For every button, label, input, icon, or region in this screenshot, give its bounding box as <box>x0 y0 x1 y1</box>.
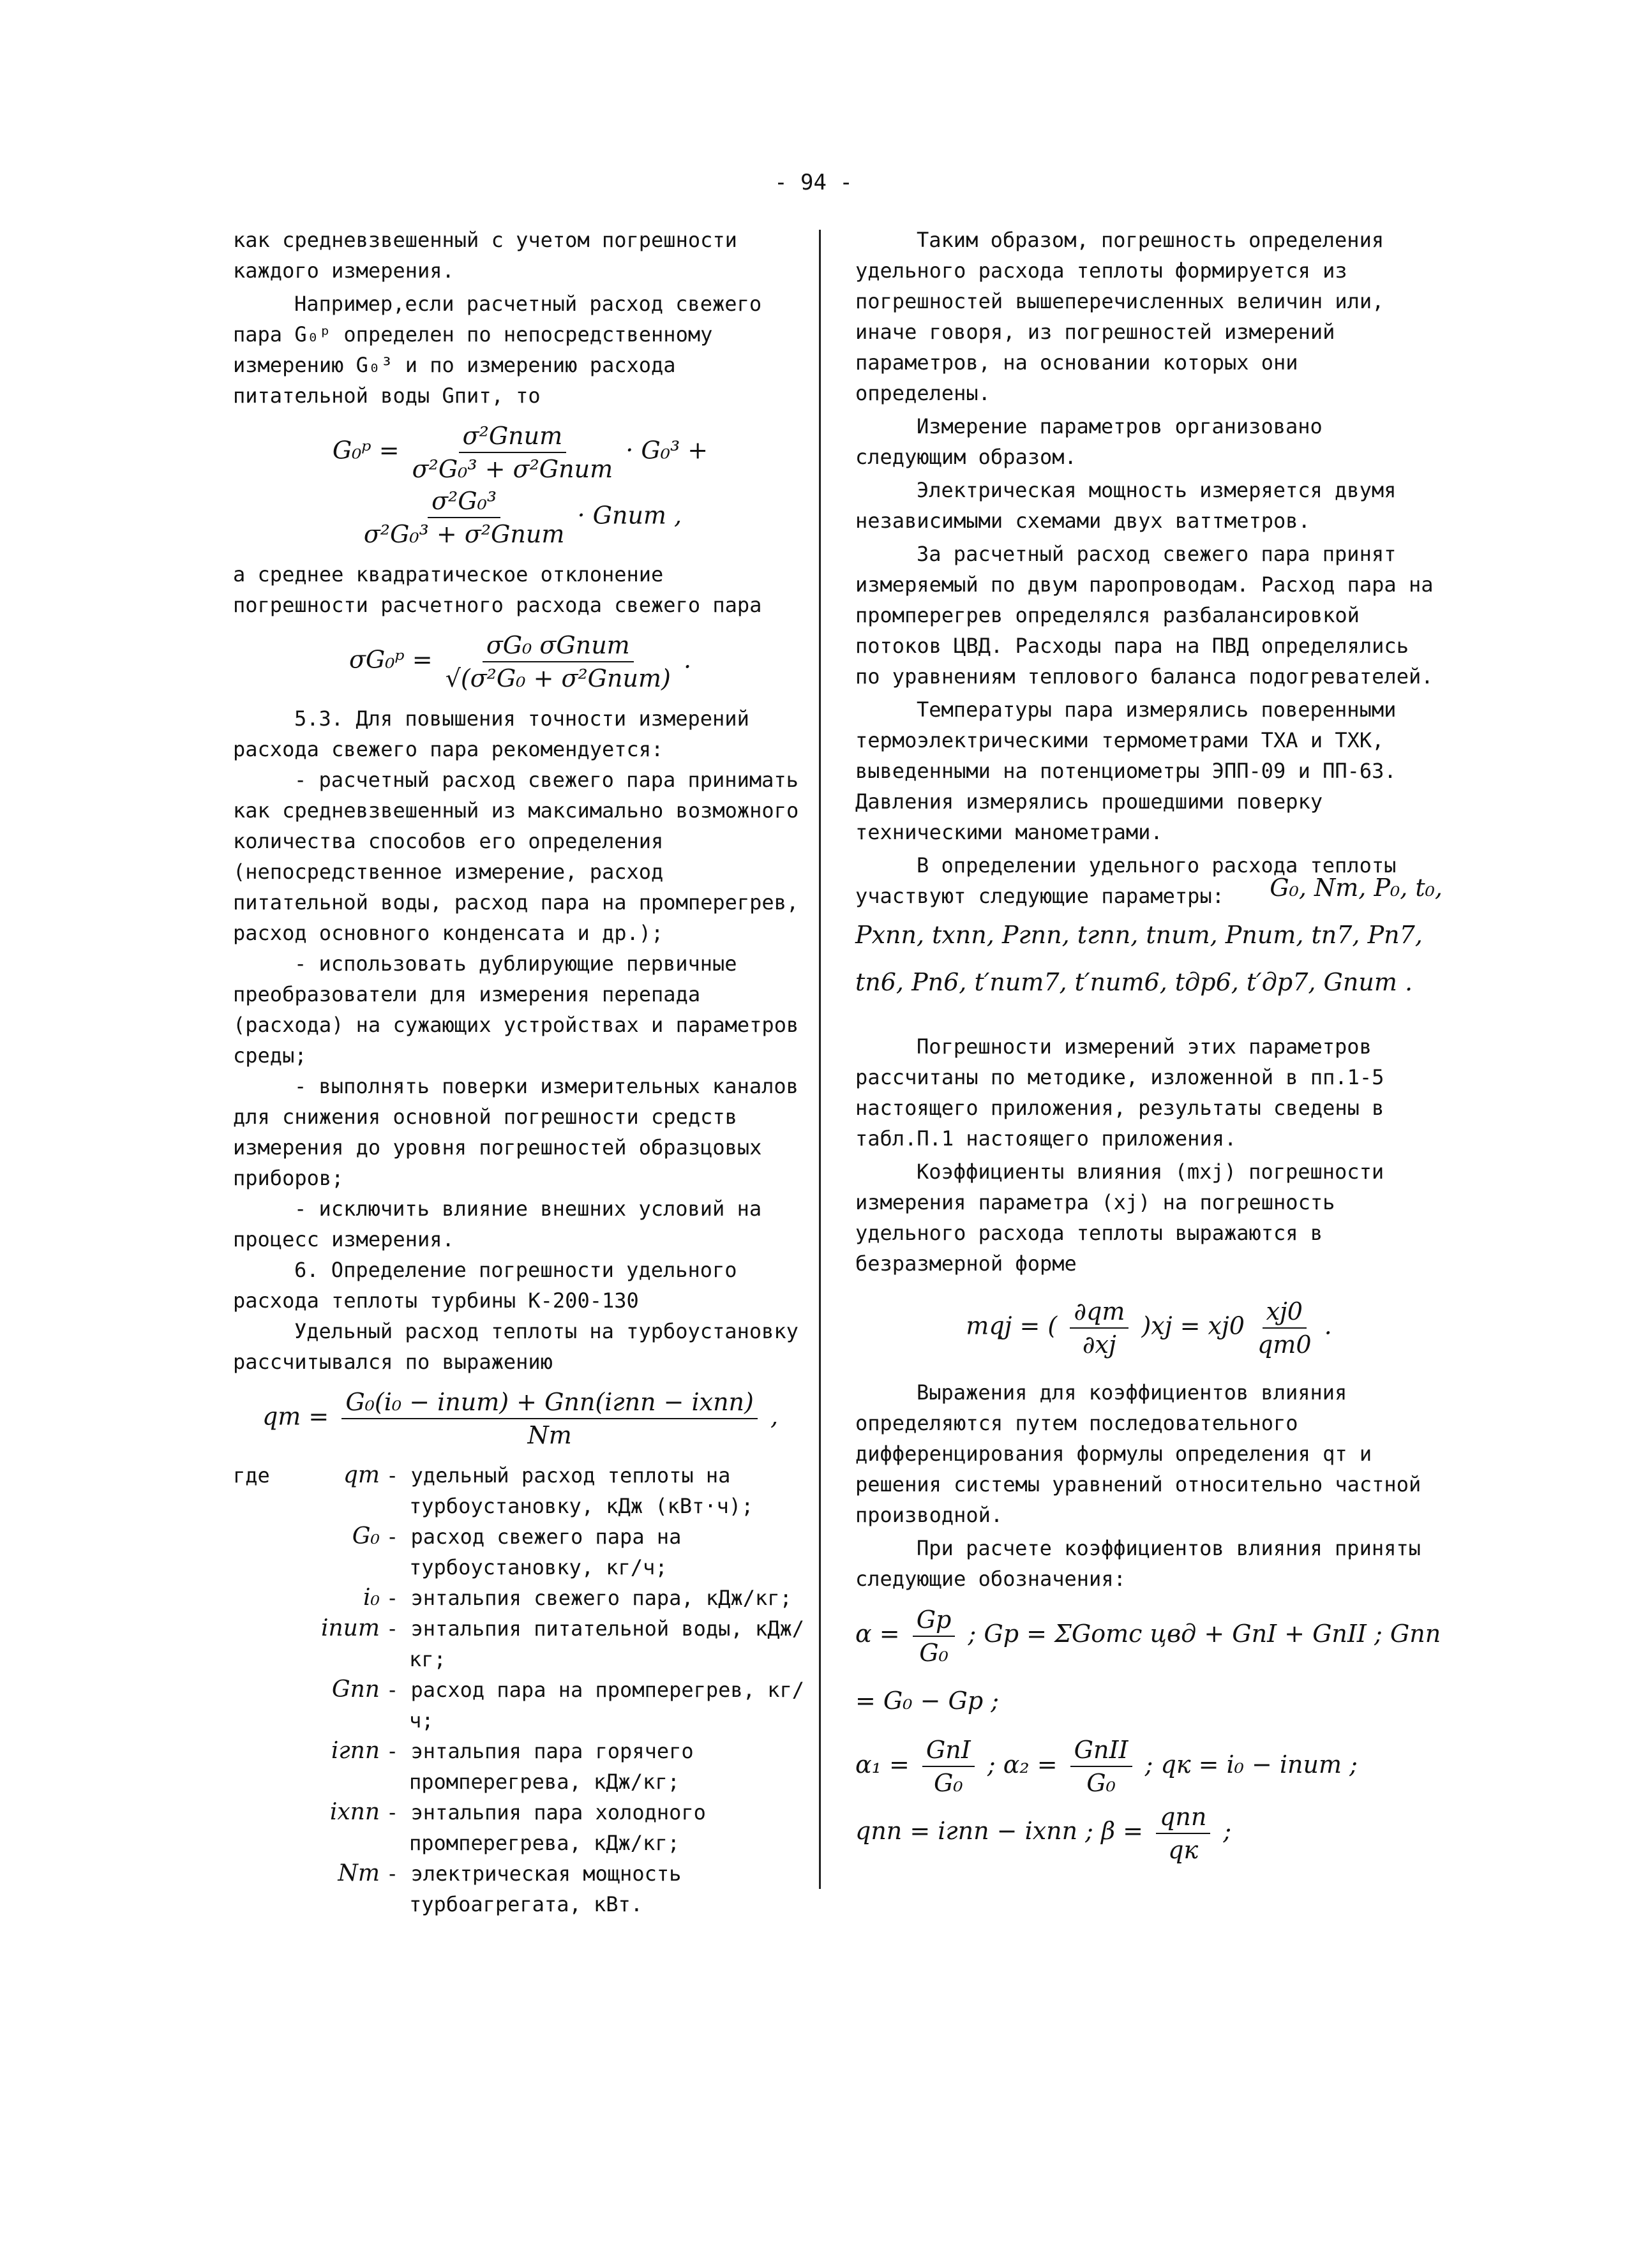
glossary-where: где <box>233 1463 270 1488</box>
fraction <box>412 420 613 485</box>
numerator: ∂qт <box>1070 1295 1128 1329</box>
column-divider <box>819 230 821 1889</box>
formula-lhs: σG₀ᵖ = <box>349 645 433 674</box>
list-item: - исключить влияние внешних условий на процесс измерения. <box>233 1197 762 1251</box>
formula-term: α₁ = <box>855 1750 910 1779</box>
fraction <box>1070 1295 1128 1361</box>
page-number: - 94 - <box>774 170 853 195</box>
paragraph: Температуры пара измерялись поверенными термоэлектрическими термометрами ТХА и ТХК, выведенными на потенциометры ЭПП-09 и ПП-63. Давления измерялись прошедшими поверку техническими манометрами. <box>855 698 1397 844</box>
glossary-description: - удельный расход теплоты на турбоустановку, кДж (кВт·ч); <box>386 1463 754 1518</box>
glossary-symbol: iпит <box>320 1615 380 1641</box>
glossary-symbol: iхпп <box>329 1799 380 1825</box>
glossary-symbol: Gпп <box>331 1676 380 1703</box>
paragraph: За расчетный расход свежего пара принят измеряемый по двум паропроводам. Расход пара на промперегрев определялся разбалансировкой потоков ЦВД. Расходы пара на ПВД определялись по уравнениям теплового баланса подогревателей. <box>855 542 1434 689</box>
numerator: Gp <box>913 1604 956 1637</box>
paragraph: В определении удельного расхода теплоты участвуют следующие параметры: <box>855 853 1397 908</box>
notation-definitions <box>855 1602 1443 1866</box>
paragraph: При расчете коэффициентов влияния приняты следующие обозначения: <box>855 1536 1421 1591</box>
formula-term: ; <box>1223 1817 1232 1845</box>
formula-influence-coefficient <box>855 1295 1443 1361</box>
paragraph: как средневзвешенный с учетом погрешности каждого измерения. <box>233 228 737 283</box>
paragraph: Например,если расчетный расход свежего пара G₀ᵖ определен по непосредственному измерению G₀³ и по измерению расхода питательной воды Gпит, то <box>233 292 762 408</box>
formula-heat-rate <box>233 1386 807 1451</box>
numerator: σ²Gпит <box>459 420 567 453</box>
glossary-description: - энтальпия пара горячего промперегрева, кДж/кг; <box>386 1739 694 1794</box>
paragraph: Таким образом, погрешность определения удельного расхода теплоты формируется из погрешностей вышеперечисленных величин или, иначе говоря, из погрешностей измерений параметров, на основании которых они определены. <box>855 228 1384 405</box>
section-heading: 6. Определение погрешности удельного расхода теплоты турбины К-200-130 <box>233 1258 737 1313</box>
denominator: qт0 <box>1257 1331 1312 1359</box>
numerator: σG₀ σGпит <box>483 629 634 662</box>
denominator: qк <box>1168 1835 1199 1864</box>
glossary-description: - электрическая мощность турбоагрегата, кВт. <box>386 1861 682 1916</box>
formula-term: ; qк = i₀ − iпит ; <box>1144 1750 1358 1779</box>
numerator: GпI <box>922 1734 975 1767</box>
section-heading: 5.3. Для повышения точности измерений расхода свежего пара рекомендуется: <box>233 706 749 761</box>
formula-term: ; Gp = ΣGотс цвд + GпI + GпII ; Gпп = G₀ − Gp ; <box>855 1620 1441 1715</box>
left-column <box>233 225 807 1920</box>
definition-line <box>855 1602 1443 1733</box>
paragraph: Удельный расход теплоты на турбоустановку рассчитывался по выражению <box>233 1319 799 1374</box>
denominator: G₀ <box>919 1638 948 1667</box>
glossary-description: - энтальпия пара холодного промперегрева, кДж/кг; <box>386 1800 706 1855</box>
formula-term: qпп = iгпп − iхпп ; β = <box>855 1817 1143 1845</box>
glossary-description: - расход пара на промперегрев, кг/ч; <box>386 1678 805 1733</box>
formula-lhs: G₀ᵖ = <box>332 436 400 465</box>
formula-end: , <box>770 1402 779 1431</box>
glossary-symbol: G₀ <box>352 1523 380 1549</box>
paragraph: Коэффициенты влияния (mxj) погрешности измерения параметра (xj) на погрешность удельного расхода теплоты выражаются в безразмерной форме <box>855 1160 1384 1276</box>
formula-term: · Gпит , <box>577 501 682 530</box>
formula-term: α = <box>855 1620 900 1648</box>
paragraph: Электрическая мощность измеряется двумя независимыми схемами двух ваттметров. <box>855 478 1397 533</box>
glossary-symbol: iгпп <box>331 1738 380 1764</box>
denominator: G₀ <box>934 1769 963 1797</box>
denominator: G₀ <box>1086 1769 1116 1797</box>
glossary-symbol: Nт <box>338 1860 380 1886</box>
numerator: qпп <box>1156 1801 1210 1834</box>
paragraph: а среднее квадратическое отклонение погрешности расчетного расхода свежего пара <box>233 562 762 617</box>
glossary-description: - энтальпия питательной воды, кДж/кг; <box>386 1616 805 1671</box>
fraction <box>1257 1295 1312 1361</box>
denominator: σ²G₀³ + σ²Gпит <box>363 520 565 548</box>
list-item: - расчетный расход свежего пара принимать как средневзвешенный из максимально возможного количества способов его определения (непосредственное измерение, расход питательной воды, расход пара на промперегрев, расход основного конденсата и др.); <box>233 768 799 945</box>
parameter-line: G₀, Nт, P₀, t₀, <box>1270 874 1443 902</box>
formula-lhs: qт = <box>262 1402 329 1431</box>
glossary-symbol: qт <box>343 1462 380 1488</box>
fraction <box>922 1734 975 1799</box>
parameter-line: tп6, Pп6, t′пит7, t′пит6, tдр6, t′др7, Gпит . <box>855 968 1413 996</box>
definition-line <box>855 1799 1443 1866</box>
formula-weighted-flow <box>233 420 807 550</box>
paragraph: Погрешности измерений этих параметров рассчитаны по методике, изложенной в пп.1-5 настоящего приложения, результаты сведены в табл.П.1 настоящего приложения. <box>855 1034 1384 1151</box>
glossary-description: - энтальпия свежего пара, кДж/кг; <box>386 1586 792 1610</box>
denominator: σ²G₀³ + σ²Gпит <box>412 455 613 483</box>
formula-end: . <box>683 645 692 674</box>
fraction <box>364 485 565 550</box>
denominator: ∂xj <box>1082 1331 1116 1359</box>
formula-lhs: mqj = ( <box>966 1311 1058 1340</box>
fraction <box>913 1604 956 1669</box>
formula-end: . <box>1324 1311 1332 1340</box>
parameter-line: Pхпп, tхпп, Pгпп, tгпп, tпит, Pпит, tп7, Pп7, <box>855 921 1423 949</box>
formula-std-deviation <box>233 629 807 694</box>
fraction <box>1070 1734 1132 1799</box>
symbol-glossary <box>233 1460 807 1920</box>
definition-line <box>855 1733 1443 1800</box>
formula-term: )xj = xj0 <box>1141 1311 1245 1340</box>
paragraph: Выражения для коэффициентов влияния определяются путем последовательного дифференцирования формулы определения qт и решения системы уравнений относительно частной производной. <box>855 1380 1421 1527</box>
paragraph: Измерение параметров организовано следующим образом. <box>855 414 1323 469</box>
formula-term: ; α₂ = <box>987 1750 1058 1779</box>
list-item: - использовать дублирующие первичные преобразователи для измерения перепада (расхода) на сужающих устройствах и параметров среды; <box>233 951 799 1068</box>
numerator: σ²G₀³ <box>428 485 500 518</box>
denominator: Nт <box>527 1421 572 1449</box>
fraction <box>1156 1801 1210 1866</box>
formula-term: · G₀³ + <box>626 436 709 465</box>
numerator: G₀(i₀ − iпит) + Gпп(iгпп − iхпп) <box>341 1386 758 1419</box>
fraction <box>446 629 671 694</box>
list-item: - выполнять поверки измерительных каналов для снижения основной погрешности средств измерения до уровня погрешностей образцовых приборов; <box>233 1074 799 1190</box>
numerator: xj0 <box>1263 1295 1307 1329</box>
numerator: GпII <box>1070 1734 1132 1767</box>
denominator: √(σ²G₀ + σ²Gпит) <box>445 664 671 692</box>
fraction <box>341 1386 758 1451</box>
right-column <box>855 225 1443 1866</box>
glossary-description: - расход свежего пара на турбоустановку, кг/ч; <box>386 1525 682 1579</box>
glossary-symbol: i₀ <box>363 1585 380 1611</box>
